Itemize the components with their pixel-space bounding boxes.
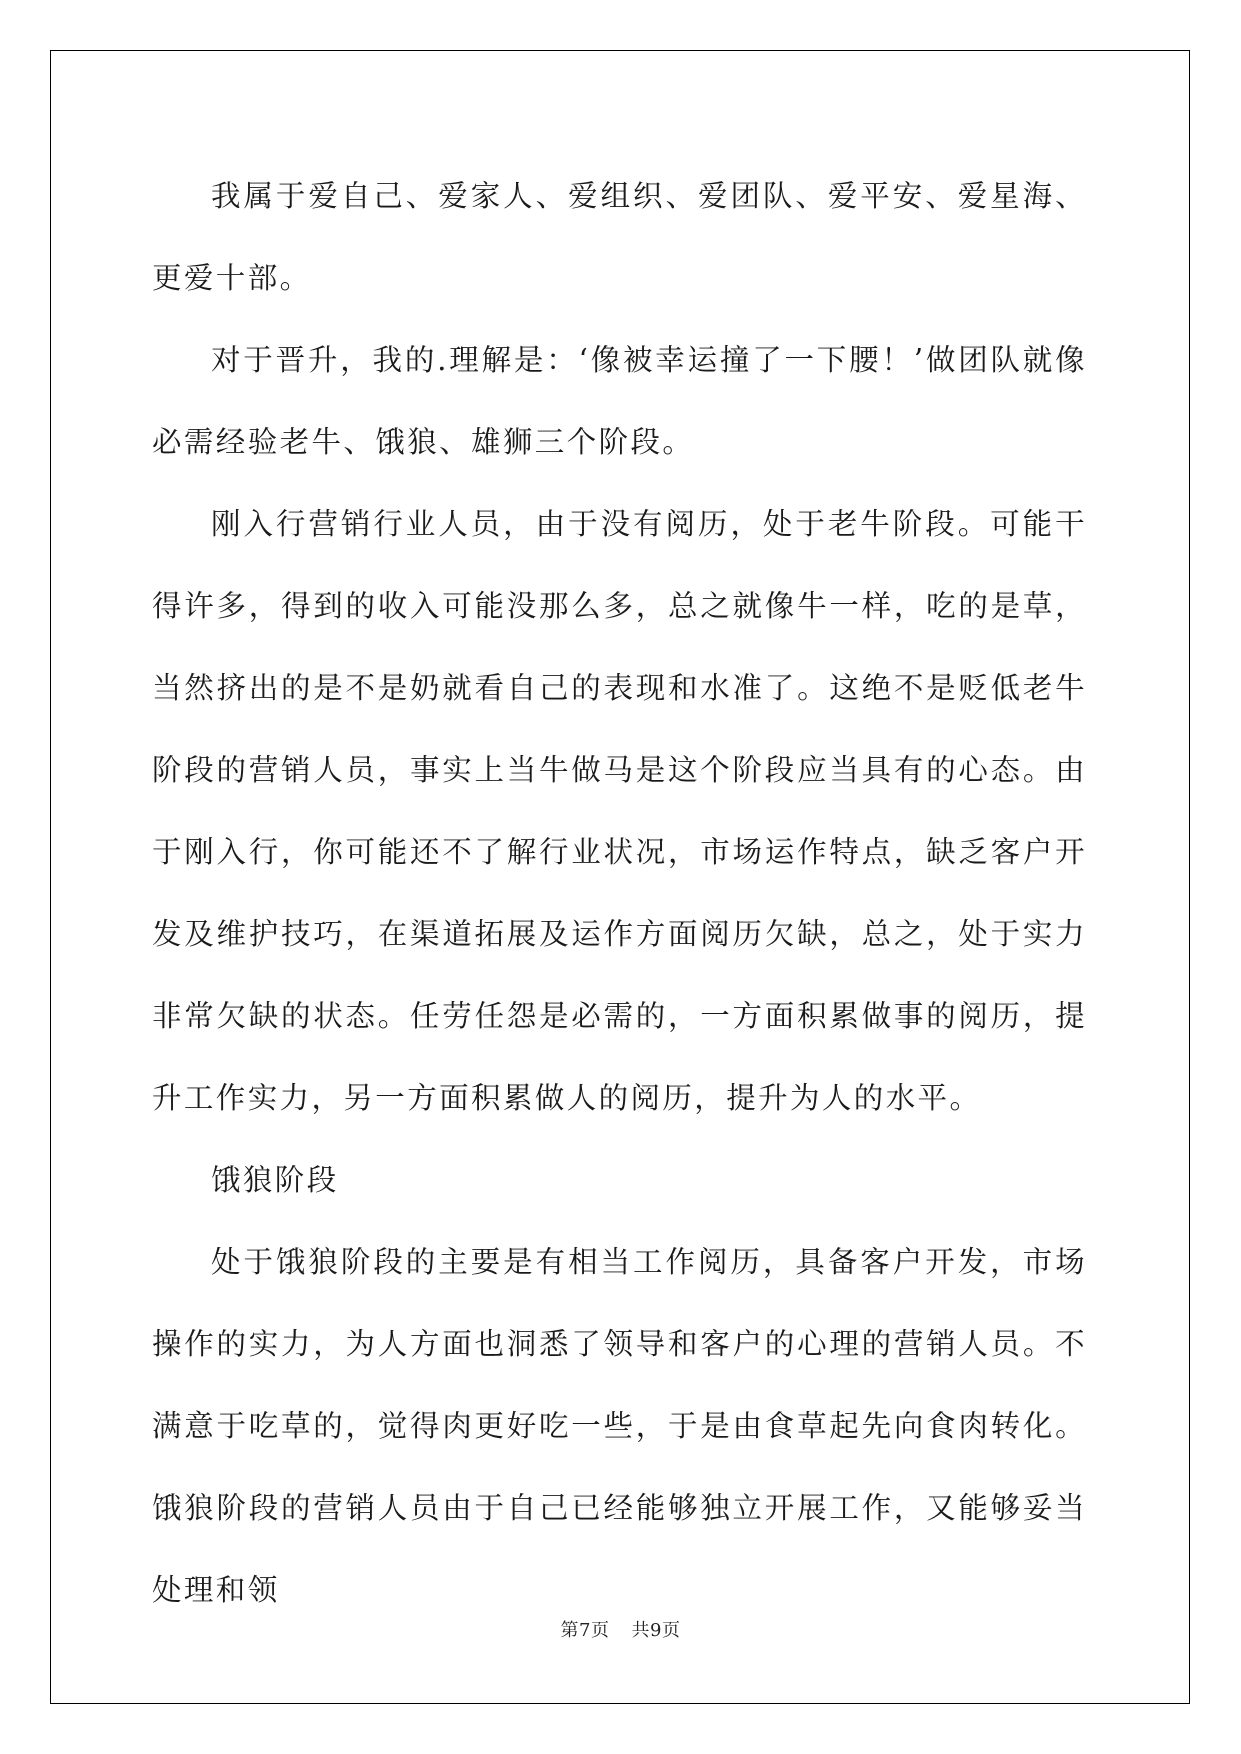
section-heading: 饿狼阶段 — [211, 1163, 339, 1197]
paragraph: 处于饿狼阶段的主要是有相当工作阅历，具备客户开发，市场操作的实力，为人方面也洞悉了领导和客户的心理的营销人员。不满意于吃草的，觉得肉更好吃一些，于是由食草起先向食肉转化。饿狼阶段的营销人员由于自己已经能够独立开展工作，又能够妥当处理和领 — [152, 1245, 1087, 1607]
page-footer — [0, 1616, 1241, 1642]
page-number-current: 第7页 — [560, 1620, 610, 1641]
paragraph: 刚入行营销行业人员，由于没有阅历，处于老牛阶段。可能干得许多，得到的收入可能没那么多，总之就像牛一样，吃的是草，当然挤出的是不是奶就看自己的表现和水准了。这绝不是贬低老牛阶段的营销人员，事实上当牛做马是这个阶段应当具有的心态。由于刚入行，你可能还不了解行业状况，市场运作特点，缺乏客户开发及维护技巧，在渠道拓展及运作方面阅历欠缺，总之，处于实力非常欠缺的状态。任劳任怨是必需的，一方面积累做事的阅历，提升工作实力，另一方面积累做人的阅历，提升为人的水平。 — [152, 507, 1087, 1115]
paragraph: 对于晋升，我的.理解是：‘像被幸运撞了一下腰！’做团队就像必需经验老牛、饿狼、雄狮三个阶段。 — [152, 343, 1087, 459]
document-body — [152, 155, 1087, 1631]
page-number-total: 共9页 — [631, 1620, 681, 1641]
paragraph: 我属于爱自己、爱家人、爱组织、爱团队、爱平安、爱星海、更爱十部。 — [152, 179, 1087, 295]
